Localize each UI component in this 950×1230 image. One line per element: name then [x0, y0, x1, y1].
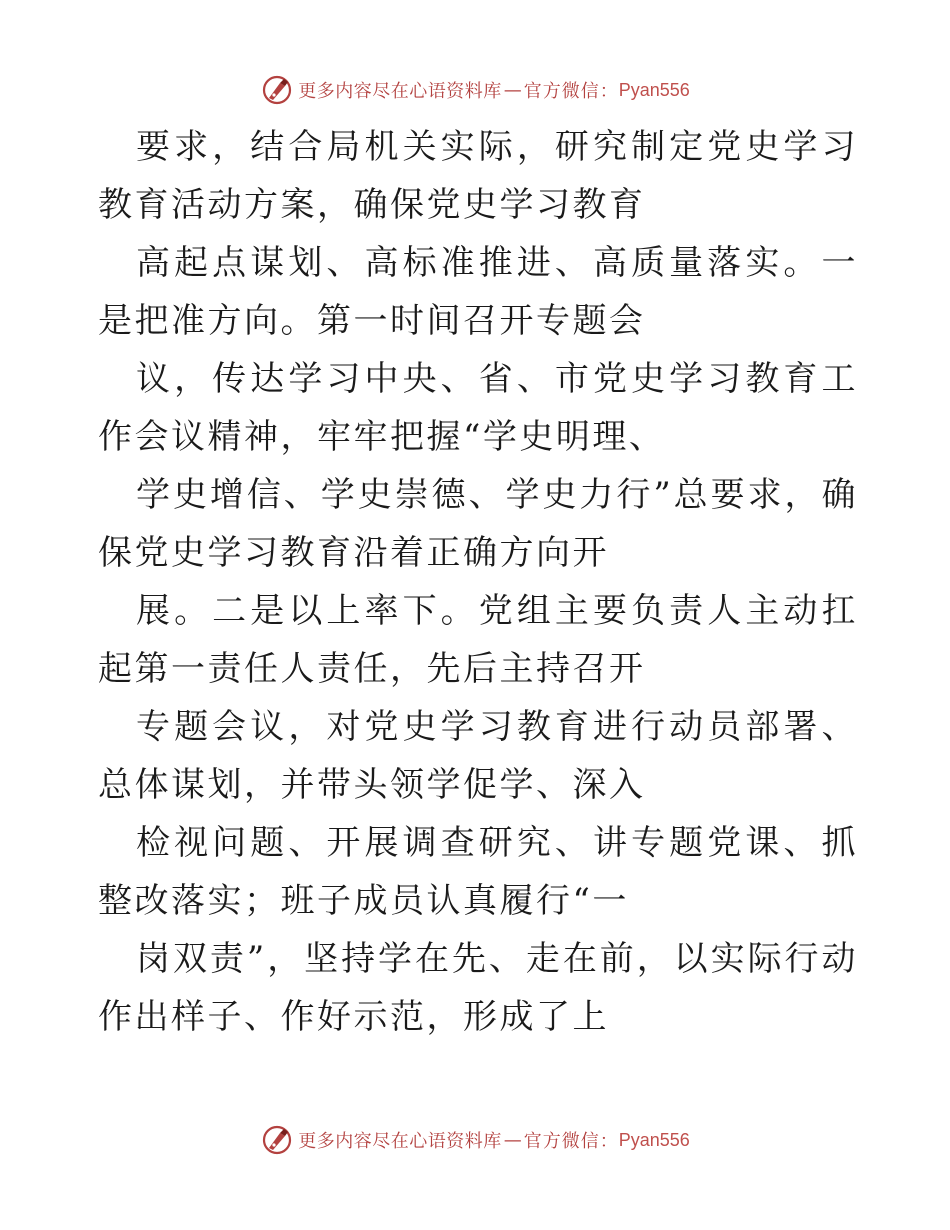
banner-wechat-id: Pyan556 — [618, 1129, 690, 1150]
banner-main-text: 更多内容尽在心语资料库 — [298, 1131, 502, 1152]
paragraph: 高起点谋划、高标准推进、高质量落实。一是把准方向。第一时间召开专题会 — [98, 243, 858, 341]
banner-dash: — — [503, 1129, 522, 1151]
banner-main-text: 更多内容尽在心语资料库 — [298, 81, 502, 102]
paragraph: 岗双责”，坚持学在先、走在前，以实际行动作出样子、作好示范，形成了上 — [98, 939, 858, 1037]
paragraph: 专题会议，对党史学习教育进行动员部署、总体谋划，并带头领学促学、深入 — [98, 707, 858, 805]
banner-wechat-label: 官方微信： — [523, 1131, 619, 1152]
document-body — [98, 118, 858, 1046]
banner-dash: — — [503, 79, 522, 101]
footer-watermark-banner — [0, 1120, 950, 1160]
header-watermark-banner — [0, 70, 950, 110]
banner-wechat-id: Pyan556 — [618, 79, 690, 100]
pen-nib-logo-icon — [260, 73, 294, 107]
paragraph: 展。二是以上率下。党组主要负责人主动扛起第一责任人责任，先后主持召开 — [98, 591, 858, 689]
banner-wechat-label: 官方微信： — [523, 81, 619, 102]
paragraph: 检视问题、开展调查研究、讲专题党课、抓整改落实；班子成员认真履行“一 — [98, 823, 858, 921]
paragraph: 议，传达学习中央、省、市党史学习教育工作会议精神，牢牢把握“学史明理、 — [98, 359, 858, 457]
paragraph: 要求，结合局机关实际，研究制定党史学习教育活动方案，确保党史学习教育 — [98, 127, 858, 225]
pen-nib-logo-icon — [260, 1123, 294, 1157]
paragraph: 学史增信、学史崇德、学史力行”总要求，确保党史学习教育沿着正确方向开 — [98, 475, 858, 573]
